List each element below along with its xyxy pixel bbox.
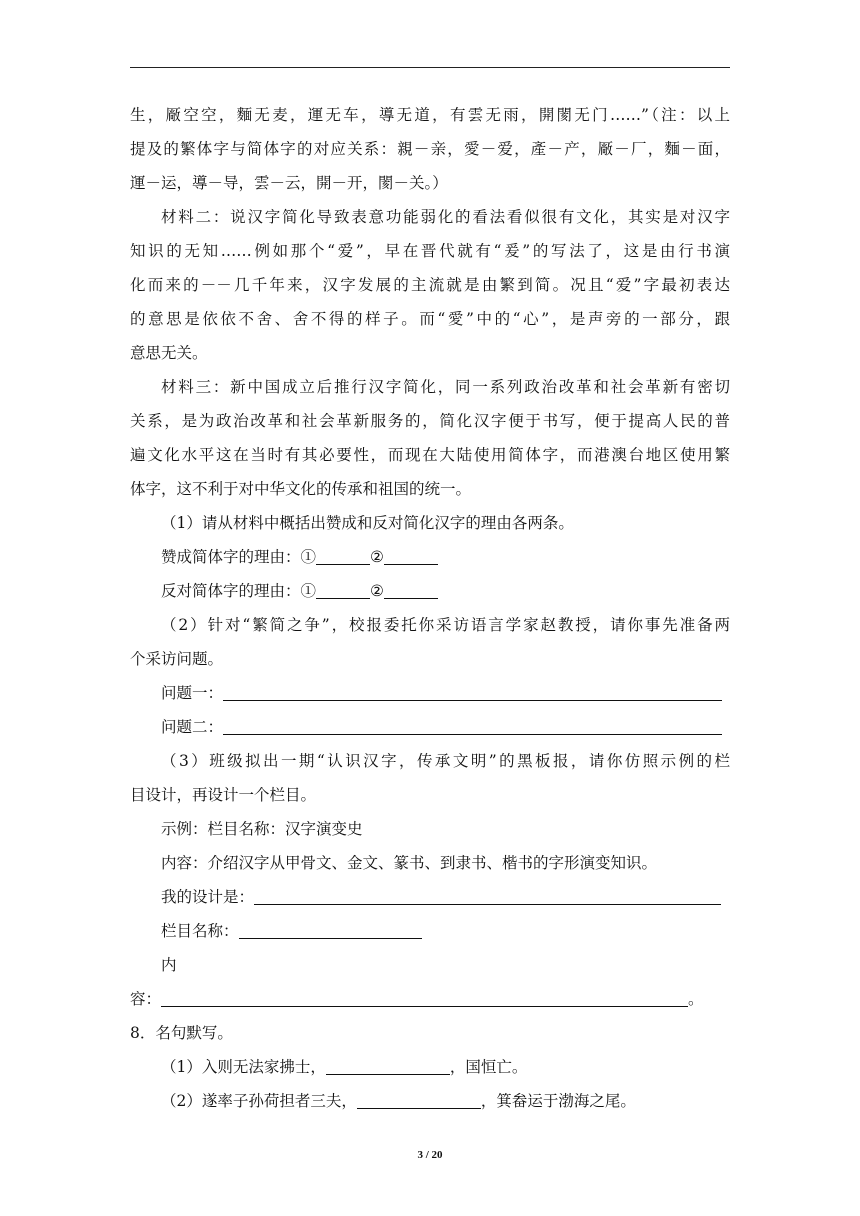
- text-line: 的意思是依依不舍、舍不得的样子。而“愛”中的“心”，是声旁的一部分，跟: [130, 310, 730, 328]
- support-label: 赞成简体字的理由：①: [161, 548, 317, 566]
- text-line: 体字，这不利于对中华文化的传承和祖国的统一。: [130, 480, 472, 498]
- oppose-reasons-line: [130, 574, 730, 608]
- design-label: 我的设计是：: [161, 888, 255, 906]
- quote-1-prefix: （1）入则无法家拂士，: [161, 1058, 326, 1076]
- oppose-reason-2-blank[interactable]: [384, 580, 438, 599]
- text-line: 知识的无知……例如那个“爱”，早在晋代就有“爰”的写法了，这是由行书演: [130, 242, 730, 260]
- interview-question-2-line: [130, 710, 730, 744]
- example-title-line: 示例：栏目名称：汉字演变史: [161, 820, 363, 838]
- text-line: 意思无关。: [130, 344, 208, 362]
- text-line: 遍文化水平这在当时有其必要性，而现在大陆使用简体字，而港澳台地区使用繁: [130, 446, 730, 464]
- column-label: 栏目名称：: [161, 922, 239, 940]
- text-line: 关系，是为政治改革和社会革新服务的，简化汉字便于书写，便于提高人民的普: [130, 412, 730, 430]
- q2-label: 问题二：: [161, 718, 224, 736]
- support-reasons-line: [130, 540, 730, 574]
- question-2-prompt: （2）针对“繁简之争”，校报委托你采访语言学家赵教授，请你事先准备两: [161, 616, 730, 634]
- period: 。: [688, 990, 704, 1008]
- example-content-line: 内容：介绍汉字从甲骨文、金文、篆书、到隶书、楷书的字形演变知识。: [161, 854, 658, 872]
- document-body: [130, 98, 730, 1118]
- interview-question-2-blank[interactable]: [223, 716, 722, 735]
- quote-1-line: [130, 1050, 730, 1084]
- content-blank[interactable]: [161, 988, 688, 1007]
- content-line: [130, 982, 730, 1016]
- quote-2-line: [130, 1084, 730, 1118]
- text-line: 化而来的－－几千年来，汉字发展的主流就是由繁到简。况且“爱”字最初表达: [130, 276, 730, 294]
- quote-1-blank[interactable]: [326, 1056, 450, 1075]
- oppose-reason-1-blank[interactable]: [316, 580, 370, 599]
- support-reason-1-blank[interactable]: [316, 546, 370, 565]
- my-design-blank[interactable]: [254, 886, 721, 905]
- column-name-blank[interactable]: [239, 920, 422, 939]
- question-8-heading: 8．名句默写。: [130, 1024, 233, 1042]
- question-3-prompt: （3）班级拟出一期“认识汉字，传承文明”的黑板报，请你仿照示例的栏: [161, 752, 730, 770]
- quote-1-suffix: ，国恒亡。: [449, 1058, 528, 1076]
- text-line: 个采访问题。: [130, 650, 224, 668]
- text-line: 運－运，導－导，雲－云，開－开，閡－关。）: [130, 174, 448, 192]
- support-reason-2-blank[interactable]: [384, 546, 438, 565]
- page-number: 3 / 20: [417, 1149, 443, 1161]
- quote-2-blank[interactable]: [357, 1090, 481, 1109]
- circle-two-label: ②: [370, 548, 384, 566]
- text-line: 提及的繁体字与简体字的对应关系：親－亲，愛－爱，產－产，厰－厂，麵－面，: [130, 140, 730, 158]
- interview-question-1-line: [130, 676, 730, 710]
- oppose-label: 反对简体字的理由：①: [161, 582, 317, 600]
- quote-2-prefix: （2）遂率子孙荷担者三夫，: [161, 1092, 357, 1110]
- column-name-line: [130, 914, 730, 948]
- text-line: 生，厰空空，麵无麦，運无车，導无道，有雲无雨，開閡无门……”（注：以上: [130, 106, 730, 124]
- circle-two-label: ②: [370, 582, 384, 600]
- quote-2-suffix: ，箕畚运于渤海之尾。: [480, 1092, 636, 1110]
- content-label: 容：: [130, 990, 162, 1008]
- header-rule: [130, 67, 730, 68]
- question-1-prompt: （1）请从材料中概括出赞成和反对简化汉字的理由各两条。: [161, 514, 574, 532]
- text-line: 材料三：新中国成立后推行汉字简化，同一系列政治改革和社会革新有密切: [161, 378, 730, 396]
- q1-label: 问题一：: [161, 684, 224, 702]
- text-line: 材料二：说汉字简化导致表意功能弱化的看法看似很有文化，其实是对汉字: [161, 208, 730, 226]
- text-line: 目设计，再设计一个栏目。: [130, 786, 317, 804]
- my-design-line: [130, 880, 730, 914]
- content-label-line: 内: [161, 956, 177, 974]
- interview-question-1-blank[interactable]: [223, 682, 722, 701]
